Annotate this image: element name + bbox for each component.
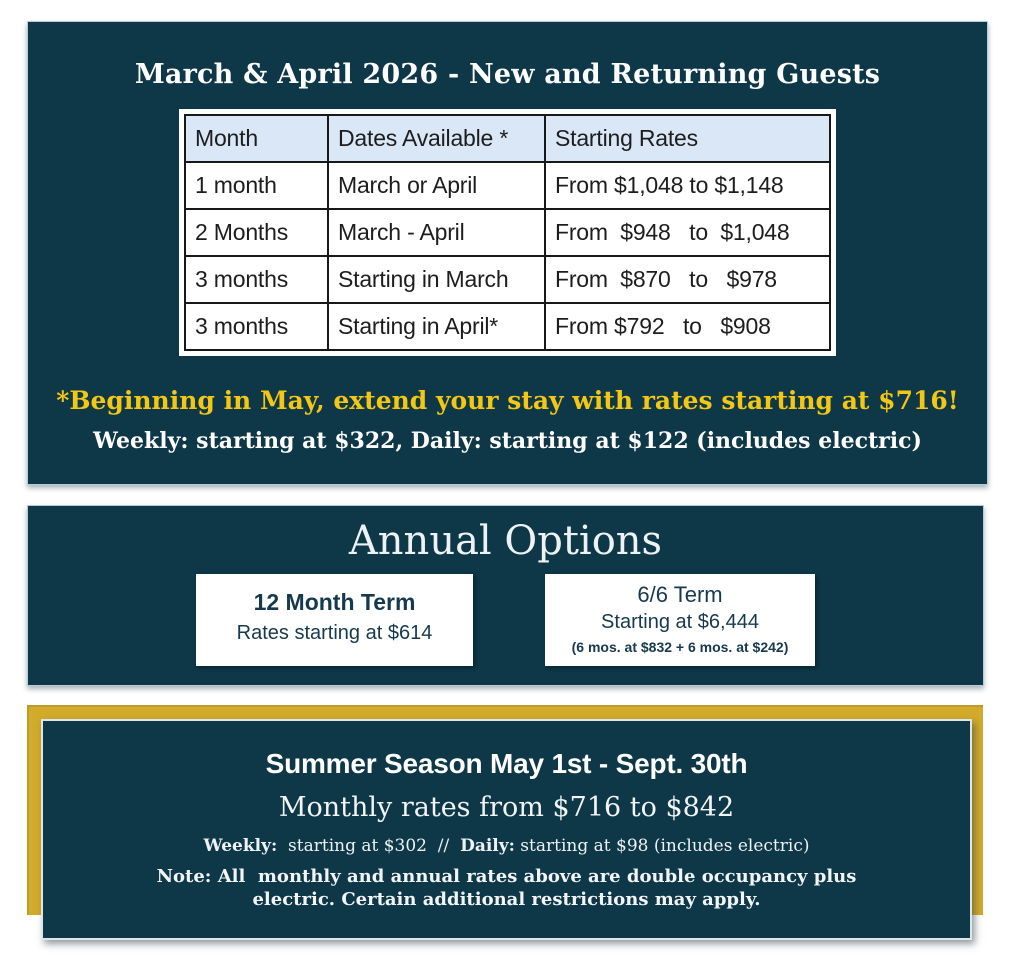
table-row xyxy=(185,256,830,303)
march-april-panel xyxy=(27,21,988,485)
occupancy-note: Note: All monthly and annual rates above are double occupancy plus electric. Certain additional restrictions may apply. xyxy=(156,866,863,910)
cell-rate: From $948 to $1,048 xyxy=(545,209,830,256)
cell-month: 3 months xyxy=(185,256,328,303)
march-april-title: March & April 2026 - New and Returning Guests xyxy=(134,59,881,90)
twelve-month-term-rate: Rates starting at $614 xyxy=(236,622,433,644)
cell-rate: From $792 to $908 xyxy=(545,303,830,350)
summer-panel xyxy=(41,719,972,940)
cell-month: 1 month xyxy=(185,162,328,209)
weekly-text: starting at $302 // xyxy=(277,836,461,856)
may-extension-highlight: *Beginning in May, extend your stay with rates starting at $716! xyxy=(56,386,959,415)
rates-table xyxy=(184,114,831,351)
summer-gold-frame xyxy=(27,705,983,915)
col-header-month: Month xyxy=(185,115,328,162)
weekly-daily-rates-line: Weekly: starting at $322, Daily: starting at $122 (includes electric) xyxy=(93,428,922,454)
six-six-term-breakdown: (6 mos. at $832 + 6 mos. at $242) xyxy=(571,639,789,655)
six-six-term-rate: Starting at $6,444 xyxy=(601,611,759,633)
summer-monthly-rates: Monthly rates from $716 to $842 xyxy=(278,792,735,823)
rates-table-header-row xyxy=(185,115,830,162)
col-header-rates: Starting Rates xyxy=(545,115,830,162)
cell-rate: From $870 to $978 xyxy=(545,256,830,303)
col-header-dates: Dates Available * xyxy=(328,115,545,162)
cell-dates: March - April xyxy=(328,209,545,256)
cell-dates: Starting in March xyxy=(328,256,545,303)
rates-table-frame xyxy=(179,109,836,356)
twelve-month-term-card xyxy=(196,574,473,666)
summer-weekly-daily-line xyxy=(43,836,970,856)
summer-season-title: Summer Season May 1st - Sept. 30th xyxy=(265,748,748,779)
weekly-label: Weekly: xyxy=(203,836,278,856)
daily-text: starting at $98 (includes electric) xyxy=(514,836,810,856)
daily-label: Daily: xyxy=(460,836,515,856)
twelve-month-term-title: 12 Month Term xyxy=(253,589,416,615)
annual-options-panel xyxy=(27,505,984,686)
table-row xyxy=(185,209,830,256)
cell-month: 3 months xyxy=(185,303,328,350)
cell-rate: From $1,048 to $1,148 xyxy=(545,162,830,209)
table-row xyxy=(185,303,830,350)
annual-cards xyxy=(28,574,983,666)
table-row xyxy=(185,162,830,209)
cell-dates: March or April xyxy=(328,162,545,209)
cell-month: 2 Months xyxy=(185,209,328,256)
six-six-term-card xyxy=(545,574,815,666)
cell-dates: Starting in April* xyxy=(328,303,545,350)
six-six-term-title: 6/6 Term xyxy=(637,582,723,607)
annual-options-title: Annual Options xyxy=(348,518,663,564)
